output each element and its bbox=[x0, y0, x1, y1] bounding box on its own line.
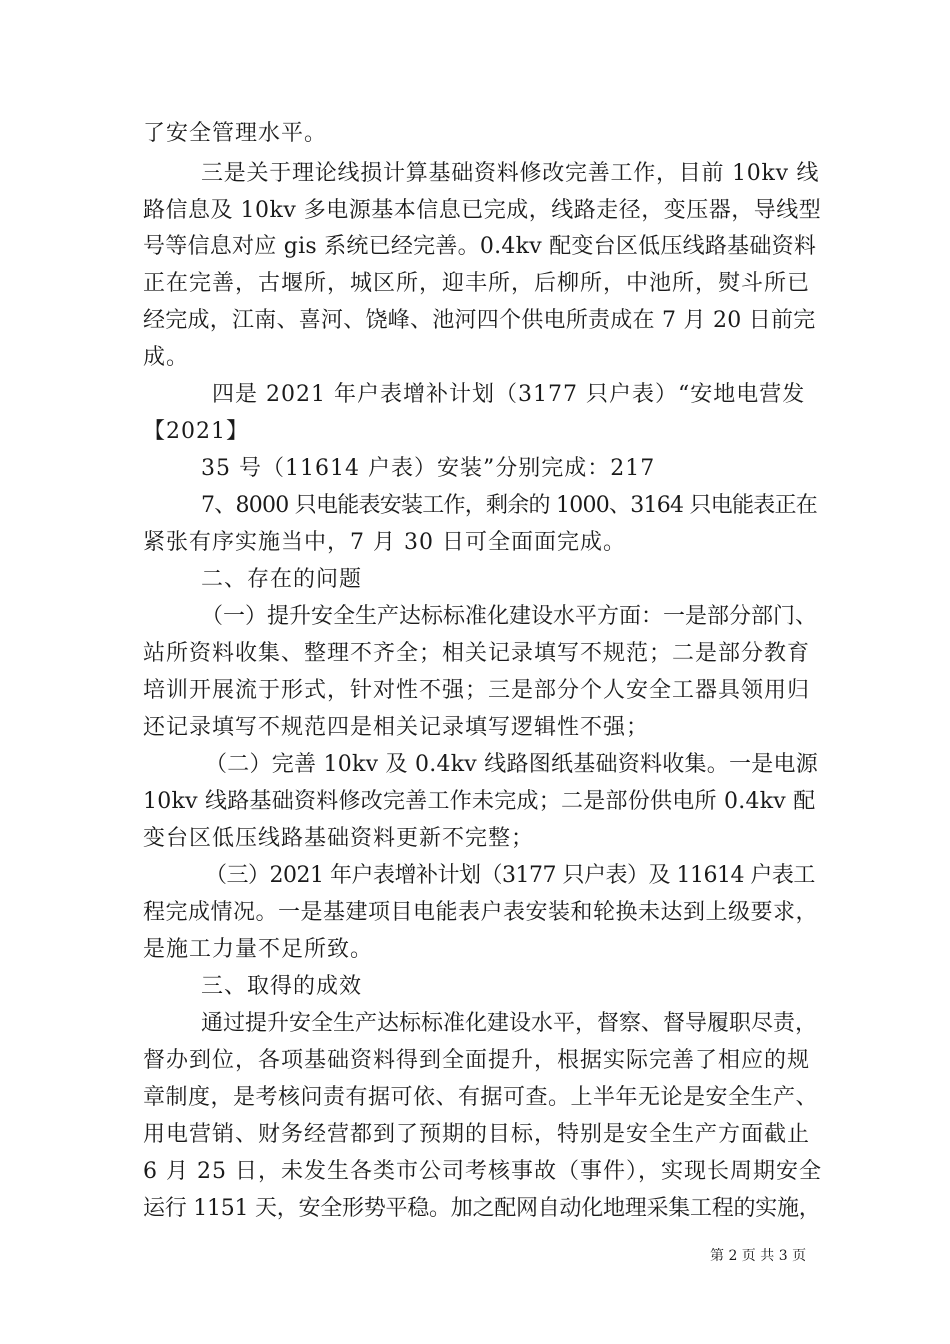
text-line: 10kv 线路基础资料修改完善工作未完成；二是部份供电所 0.4kv 配 bbox=[143, 789, 816, 814]
text-line: 三是关于理论线损计算基础资料修改完善工作，目前 10kv 线 bbox=[201, 161, 820, 186]
text-line: 变台区低压线路基础资料更新不完整； bbox=[143, 826, 535, 851]
text-line: 紧张有序实施当中，7 月 30 日可全面面完成。 bbox=[143, 530, 626, 555]
text-line: 站所资料收集、整理不齐全；相关记录填写不规范；二是部分教育 bbox=[143, 641, 811, 666]
text-line: 还记录填写不规范四是相关记录填写逻辑性不强； bbox=[143, 715, 650, 740]
text-line: （三）2021 年户表增补计划（3177 只户表）及 11614 户表工 bbox=[205, 863, 815, 888]
text-line: 章制度，是考核问责有据可依、有据可查。上半年无论是安全生产、 bbox=[143, 1085, 819, 1110]
text-line: 成。 bbox=[143, 345, 190, 370]
text-line: 督办到位，各项基础资料得到全面提升，根据实际完善了相应的规 bbox=[143, 1048, 811, 1073]
text-line: 培训开展流于形式，针对性不强；三是部分个人安全工器具领用归 bbox=[143, 678, 811, 703]
text-line: 通过提升安全生产达标标准化建设水平，督察、督导履职尽责， bbox=[201, 1011, 818, 1036]
text-line: 了安全管理水平。 bbox=[143, 121, 328, 146]
section-heading: 三、取得的成效 bbox=[201, 974, 363, 999]
text-line: 号等信息对应 gis 系统已经完善。0.4kv 配变台区低压线路基础资料 bbox=[143, 234, 817, 259]
text-line: 用电营销、财务经营都到了预期的目标，特别是安全生产方面截止 bbox=[143, 1122, 811, 1147]
text-line: 四是 2021 年户表增补计划（3177 只户表）“安地电营发 bbox=[212, 382, 806, 407]
text-line: 正在完善，古堰所，城区所，迎丰所，后柳所，中池所，熨斗所已 bbox=[143, 271, 811, 296]
text-line: 6 月 25 日，未发生各类市公司考核事故（事件），实现长周期安全 bbox=[143, 1159, 822, 1184]
text-line: 经完成，江南、喜河、饶峰、池河四个供电所责成在 7 月 20 日前完 bbox=[143, 308, 816, 333]
text-line: （二）完善 10kv 及 0.4kv 线路图纸基础资料收集。一是电源 bbox=[205, 752, 818, 777]
text-line: 【2021】 bbox=[143, 419, 249, 444]
text-line: 是施工力量不足所致。 bbox=[143, 937, 374, 962]
text-line: 运行 1151 天，安全形势平稳。加之配网自动化地理采集工程的实施， bbox=[143, 1196, 821, 1221]
page-number: 第 2 页 共 3 页 bbox=[710, 1248, 807, 1264]
text-line: 35 号（11614 户表）安装”分别完成：217 bbox=[201, 456, 656, 481]
text-line: 7、8000 只电能表安装工作，剩余的 1000、3164 只电能表正在 bbox=[201, 493, 817, 518]
text-line: 路信息及 10kv 多电源基本信息已完成，线路走径，变压器，导线型 bbox=[143, 198, 822, 223]
text-line: 程完成情况。一是基建项目电能表户表安装和轮换未达到上级要求， bbox=[143, 900, 819, 925]
section-heading: 二、存在的问题 bbox=[201, 567, 363, 592]
text-line: （一）提升安全生产达标标准化建设水平方面：一是部分部门、 bbox=[201, 604, 818, 629]
